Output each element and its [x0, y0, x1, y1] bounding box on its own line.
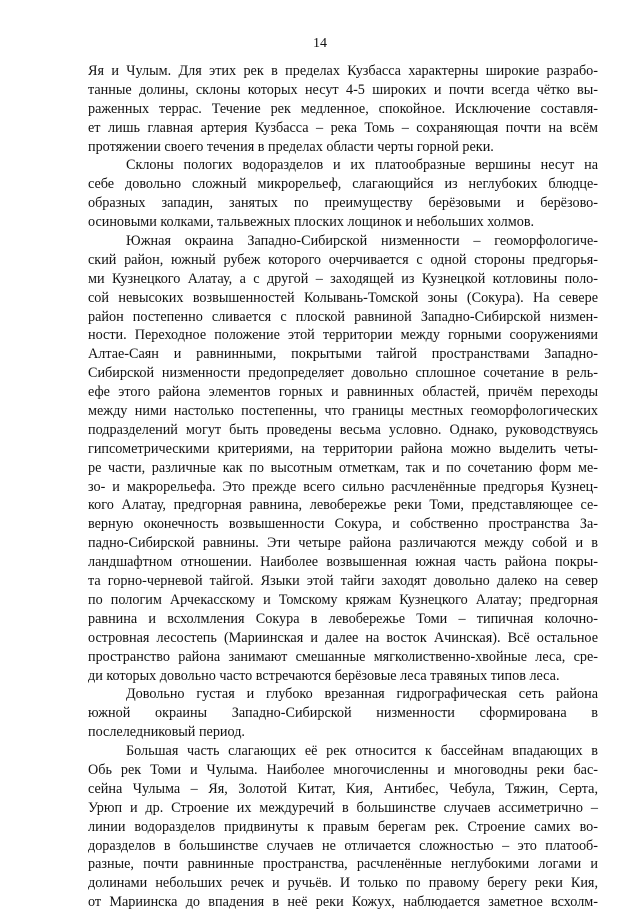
text-line: южной окраины Западно-Сибирской низменности сформирована в: [88, 705, 598, 722]
text-body: [88, 62, 598, 912]
text-line: Склоны пологих водоразделов и их платообразные вершины несут на: [126, 157, 598, 174]
text-line: Сибирской низменности предопределяет довольно сплошное сочетание в рель-: [88, 365, 598, 382]
paragraph: [88, 685, 598, 742]
text-line: верную оконечность возвышенности Сокура, и собственно пространства За-: [88, 516, 598, 533]
text-line: сой невысоких возвышенностей Колывань-Томской зоны (Сокура). На севере: [88, 289, 598, 306]
text-line: между ними настолько постепенны, что границы местных геоморфологических: [88, 403, 598, 420]
text-line: ефе этого района элементов горных и равнинных областей, причём переходы: [88, 384, 598, 401]
text-line: разные, почти равнинные пространства, расчленённые неглубокими логами и: [88, 856, 598, 873]
text-line: кого Алатау, предгорная равнина, левобережье реки Томи, представляющее се-: [88, 497, 598, 514]
text-line: Урюп и др. Строение их междуречий в большинстве случаев ассиметрично –: [88, 799, 598, 816]
text-line: Яя и Чулым. Для этих рек в пределах Кузбасса характерны широкие разрабо-: [88, 63, 598, 79]
text-line: себе довольно сложный микрорельеф, слагающийся из неглубоких блюдце-: [88, 176, 598, 193]
text-line: подразделений могут быть проведены весьма условно. Однако, руководствуясь: [88, 421, 598, 438]
text-line: равнина и всхолмления Сокура в левобережье Томи – типичная колочно-: [88, 610, 598, 627]
text-line: ет лишь главная артерия Кузбасса – река Томь – сохраняющая почти на всём: [88, 119, 598, 136]
paragraph: [88, 742, 598, 912]
text-line: протяжении своего течения в пределах области черты горной реки.: [88, 138, 494, 155]
text-line: Обь рек Томи и Чулыма. Наиболее многочисленны и многоводны реки бас-: [88, 761, 598, 778]
text-line: Большая часть слагающих её рек относится к бассейнам впадающих в: [126, 743, 598, 760]
text-line: танные долины, склоны которых несут 4-5 широких и почти всегда чётко вы-: [88, 81, 598, 98]
text-line: Довольно густая и глубоко врезанная гидрографическая сеть района: [126, 686, 598, 703]
text-line: сейна Чулыма – Яя, Золотой Китат, Кия, Антибес, Чебула, Тяжин, Серта,: [88, 780, 598, 797]
text-line: ский район, южный рубеж которого очерчивается с одной стороны предгорья-: [88, 251, 598, 268]
text-line: раженных террас. Течение рек медленное, спокойное. Исключение составля-: [88, 100, 598, 117]
text-line: ди которых довольно часто встречаются берёзовые леса травяных типов леса.: [88, 667, 560, 684]
text-line: Южная окраина Западно-Сибирской низменности – геоморфологиче-: [126, 233, 598, 250]
text-line: по пологим Арчекасскому и Томскому кряжам Кузнецкого Алатау; предгорная: [88, 591, 598, 608]
text-line: пространство района занимают смешанные мягколиственно-хвойные леса, сре-: [88, 648, 598, 665]
text-line: Алтае-Саян и равнинными, покрытыми тайгой пространствами Западно-: [88, 346, 598, 363]
paragraph: [88, 62, 598, 156]
page-number: 14: [313, 36, 327, 51]
text-line: послеледниковый период.: [88, 724, 245, 741]
text-line: от Мариинска до впадения в неё реки Кожух, наблюдается заметное всхолм-: [88, 894, 598, 911]
paragraph: [88, 232, 598, 685]
text-line: долинами небольших речек и ручьёв. И только по правому берегу реки Кия,: [88, 875, 598, 892]
text-line: островная лесостепь (Мариинская и далее на восток Ачинская). Всё остальное: [88, 629, 598, 646]
text-line: осиновыми колками, тальвежных плоских лощинок и небольших холмов.: [88, 214, 535, 231]
text-line: та горно-черневой тайгой. Языки этой тайги заходят довольно далеко на север: [88, 573, 598, 590]
text-line: район постепенно сливается с плоской равниной Западно-Сибирской низмен-: [88, 308, 598, 325]
text-line: образных западин, занятых по преимуществу берёзовыми и берёзово-: [88, 195, 598, 212]
paragraph: [88, 156, 598, 232]
text-line: ландшафтном отношении. Наиболее возвышенная южная часть района покры-: [88, 554, 598, 571]
text-line: зо- и макрорельефа. Это прежде всего сильно расчленённые предгорья Кузнец-: [88, 478, 598, 495]
text-line: доразделов в большинстве случаев не отличается сложностью – это платооб-: [88, 837, 598, 854]
text-line: ми Кузнецкого Алатау, а с другой – заходящей из Кузнецкой котловины поло-: [88, 270, 598, 287]
text-line: ности. Переходное положение этой территории между горными сооружениями: [88, 327, 598, 344]
text-line: гипсометрическими критериями, на территории района можно выделить четы-: [88, 440, 598, 457]
text-line: падно-Сибирской равнины. Эти четыре района различаются между собой и в: [88, 535, 598, 552]
text-line: линии водоразделов придвинуты к правым берегам рек. Строение самих во-: [88, 818, 598, 835]
text-line: ре части, различные как по высотным отметкам, так и по сочетанию форм ме-: [88, 459, 598, 476]
